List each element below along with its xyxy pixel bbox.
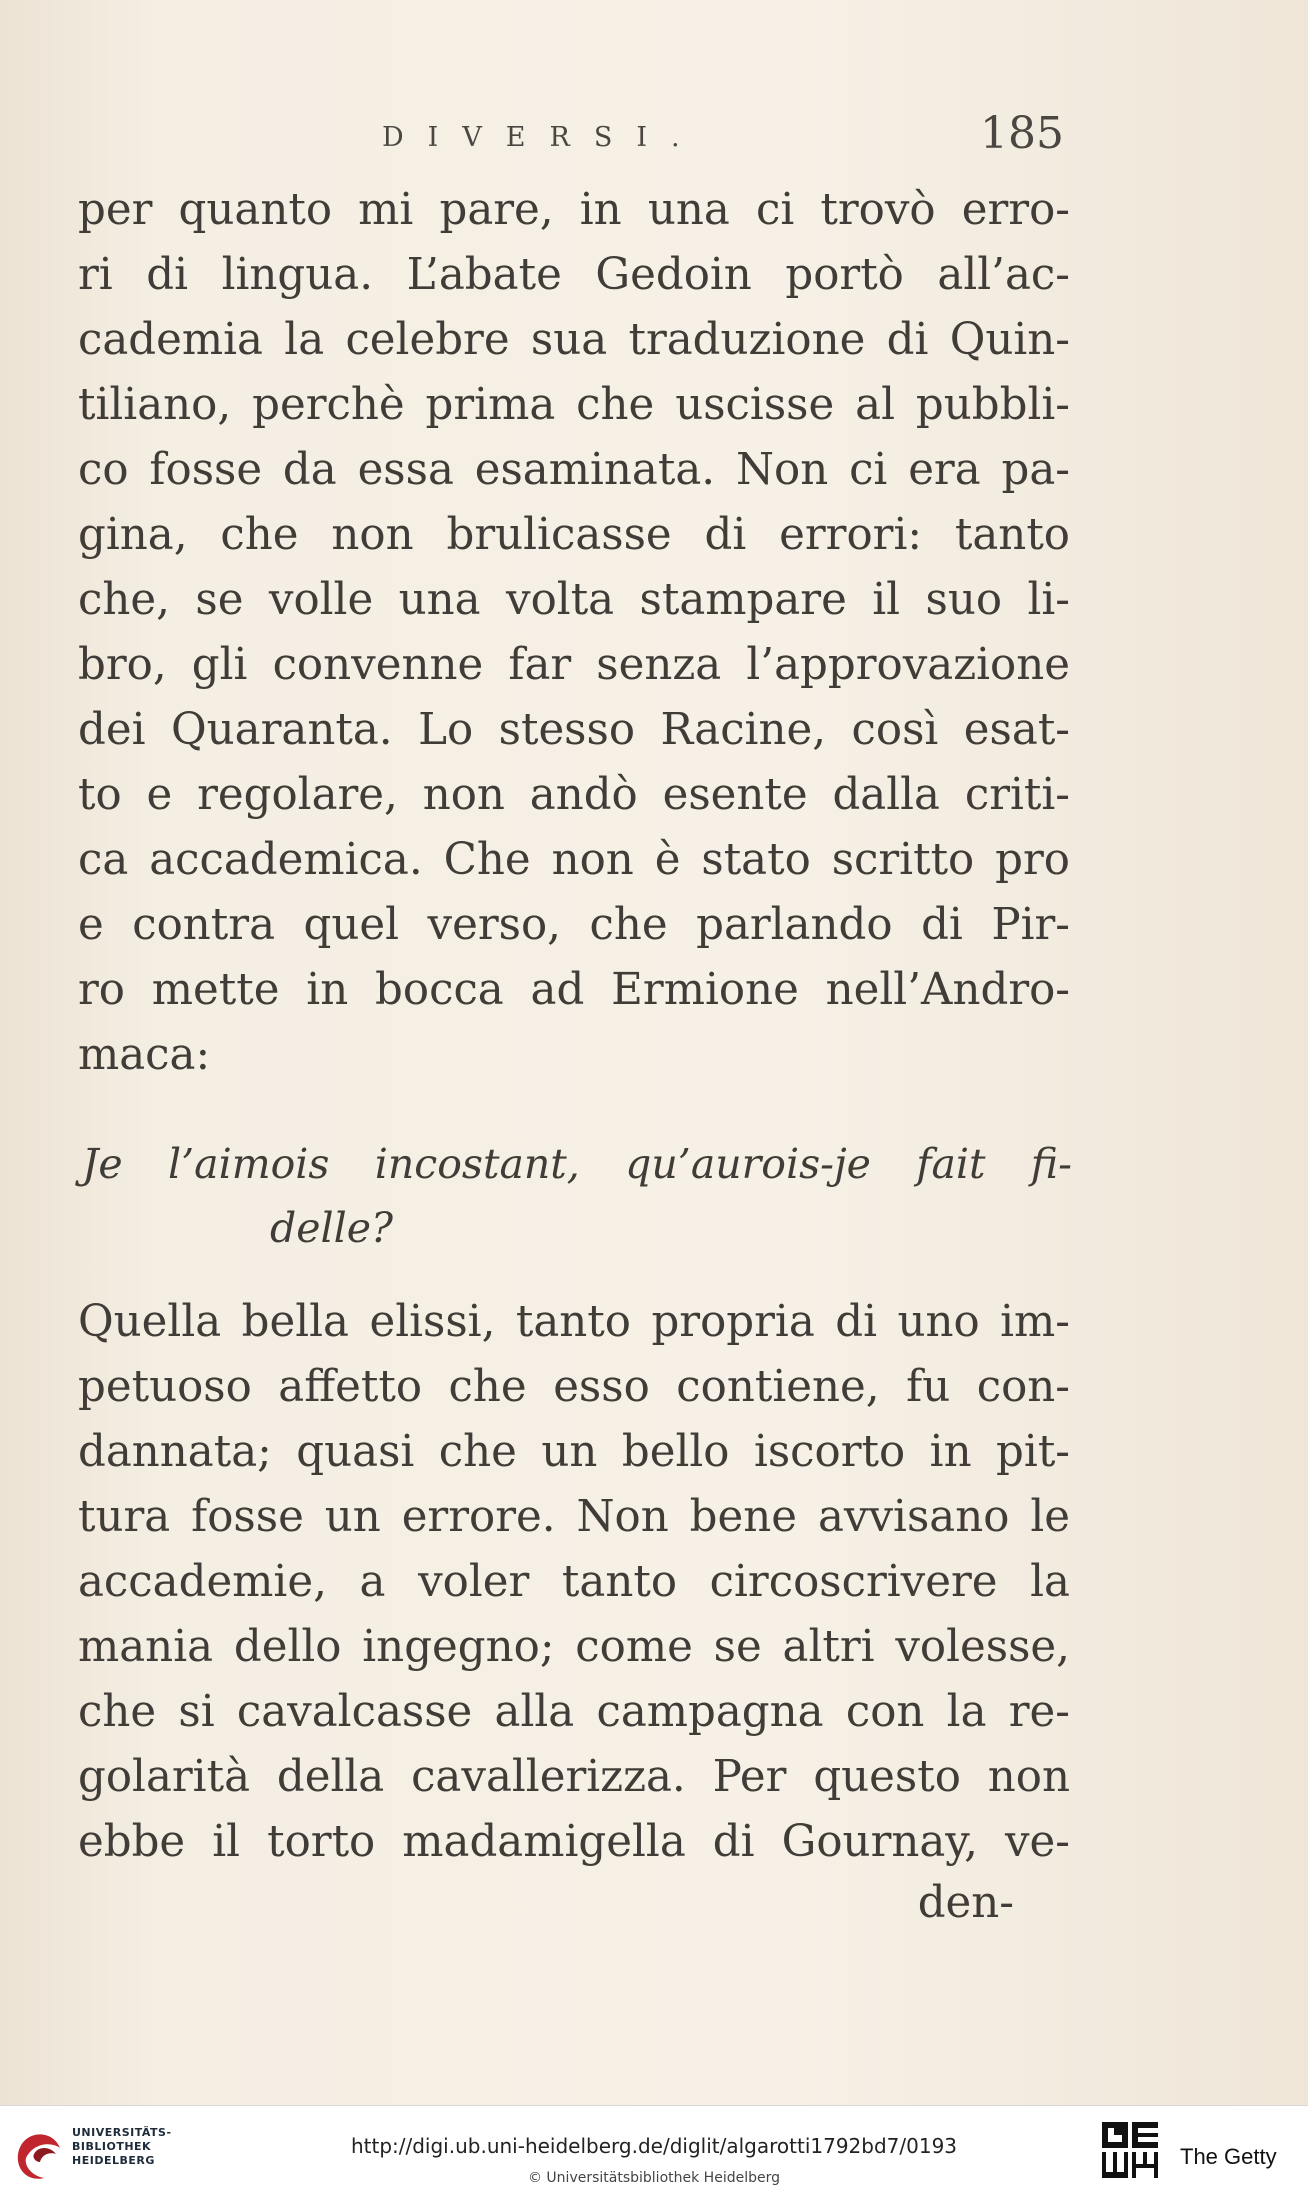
library-logo-line: UNIVERSITÄTS- (72, 2126, 172, 2139)
text-line: ebbe il torto madamigella di Gournay, ve- (78, 1817, 1070, 1867)
text-line: ca accademica. Che non è stato scritto pro (78, 835, 1070, 885)
getty-logo[interactable] (1100, 2120, 1300, 2190)
page-header (0, 108, 1308, 168)
catchword: den- (917, 1878, 1014, 1928)
verse-line: Je l’aimois incostant, qu’aurois-je fait fi- (82, 1140, 1072, 1188)
text-line: bro, gli convenne far senza l’approvazione (78, 640, 1070, 690)
getty-mark-icon (1100, 2120, 1162, 2184)
copyright-notice: © Universitätsbibliothek Heidelberg (527, 2170, 780, 2186)
paragraph-2 (78, 1290, 1070, 1875)
text-line: petuoso affetto che esso contiene, fu con- (78, 1362, 1070, 1412)
library-logo-line: HEIDELBERG (72, 2154, 155, 2167)
library-logo-line: BIBLIOTHEK (72, 2140, 152, 2153)
text-line: per quanto mi pare, in una ci trovò erro- (78, 185, 1070, 235)
text-line: accademie, a voler tanto circoscrivere la (78, 1557, 1070, 1607)
text-line: mania dello ingegno; come se altri volesse, (78, 1622, 1070, 1672)
text-line: ro mette in bocca ad Ermione nell’Andro- (78, 965, 1070, 1015)
text-line: che si cavalcasse alla campagna con la re- (78, 1687, 1070, 1737)
text-line: maca: (78, 1030, 211, 1080)
text-line: gina, che non brulicasse di errori: tanto (78, 510, 1070, 560)
text-line: cademia la celebre sua traduzione di Quin- (78, 315, 1070, 365)
verse-line: delle? (270, 1204, 393, 1252)
page-number: 185 (980, 108, 1064, 159)
text-line: tura fosse un errore. Non bene avvisano le (78, 1492, 1070, 1542)
text-line: Quella bella elissi, tanto propria di uno im- (78, 1297, 1070, 1347)
permalink-url[interactable]: http://digi.ub.uni-heidelberg.de/diglit/algarotti1792bd7/0193 (350, 2134, 958, 2158)
verse-quotation (82, 1132, 1072, 1260)
running-head: DIVERSI. (382, 122, 704, 153)
text-line: e contra quel verso, che parlando di Pir- (78, 900, 1070, 950)
text-line: golarità della cavallerizza. Per questo non (78, 1752, 1070, 1802)
text-line: tiliano, perchè prima che uscisse al pubbli- (78, 380, 1070, 430)
text-line: che, se volle una volta stampare il suo li- (78, 575, 1070, 625)
viewer-footer (0, 2105, 1308, 2201)
getty-logo-text: The Getty (1180, 2144, 1277, 2169)
text-line: dei Quaranta. Lo stesso Racine, così esat- (78, 705, 1070, 755)
text-line: co fosse da essa esaminata. Non ci era pa- (78, 445, 1070, 495)
paragraph-1 (78, 178, 1070, 1088)
text-line: dannata; quasi che un bello iscorto in pit- (78, 1427, 1070, 1477)
text-line: to e regolare, non andò esente dalla criti- (78, 770, 1070, 820)
text-line: ri di lingua. L’abate Gedoin portò all’ac- (78, 250, 1070, 300)
